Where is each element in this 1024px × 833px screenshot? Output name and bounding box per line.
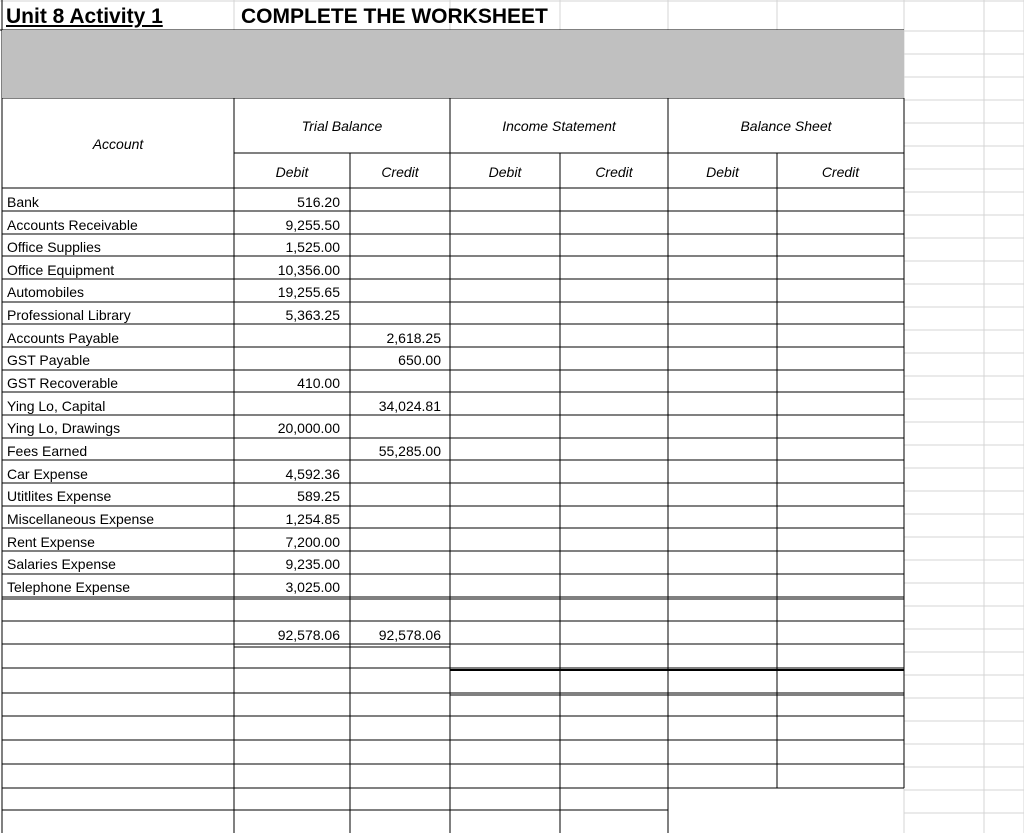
account-cell[interactable]: Telephone Expense	[7, 579, 130, 595]
account-cell[interactable]: Bank	[7, 194, 39, 210]
credit-cell[interactable]: 2,618.25	[386, 330, 441, 346]
header-band	[2, 30, 904, 98]
header-balance-sheet[interactable]: Balance Sheet	[740, 118, 832, 134]
debit-cell[interactable]: 1,525.00	[285, 239, 340, 255]
account-cell[interactable]: Miscellaneous Expense	[7, 511, 155, 527]
credit-cell[interactable]: 55,285.00	[378, 443, 441, 459]
header-account[interactable]: Account	[92, 136, 144, 152]
account-cell[interactable]: Salaries Expense	[7, 556, 116, 572]
header-is-debit[interactable]: Debit	[488, 164, 522, 180]
debit-cell[interactable]: 9,255.50	[285, 217, 340, 233]
account-cell[interactable]: Office Equipment	[7, 262, 115, 278]
total-debit[interactable]: 92,578.06	[277, 627, 340, 643]
account-cell[interactable]: Accounts Payable	[7, 330, 120, 346]
credit-cell[interactable]: 34,024.81	[378, 398, 441, 414]
account-cell[interactable]: Professional Library	[7, 307, 131, 323]
debit-cell[interactable]: 20,000.00	[277, 420, 340, 436]
debit-cell[interactable]: 5,363.25	[285, 307, 340, 323]
account-cell[interactable]: Ying Lo, Drawings	[7, 420, 121, 436]
header-trial-balance[interactable]: Trial Balance	[301, 118, 383, 134]
account-cell[interactable]: Car Expense	[7, 466, 88, 482]
sheet-subtitle[interactable]: COMPLETE THE WORKSHEET	[241, 5, 548, 28]
account-cell[interactable]: Utitlites Expense	[7, 488, 112, 504]
debit-cell[interactable]: 7,200.00	[285, 534, 340, 550]
header-tb-debit[interactable]: Debit	[275, 164, 309, 180]
account-cell[interactable]: GST Payable	[7, 352, 91, 368]
debit-cell[interactable]: 589.25	[297, 488, 340, 504]
sheet-title[interactable]: Unit 8 Activity 1	[6, 5, 163, 28]
account-cell[interactable]: Automobiles	[7, 284, 85, 300]
account-cell[interactable]: Ying Lo, Capital	[7, 398, 106, 414]
debit-cell[interactable]: 516.20	[297, 194, 340, 210]
header-is-credit[interactable]: Credit	[595, 164, 633, 180]
header-bs-debit[interactable]: Debit	[706, 164, 739, 180]
debit-cell[interactable]: 1,254.85	[285, 511, 340, 527]
account-cell[interactable]: Rent Expense	[7, 534, 95, 550]
account-cell[interactable]: Office Supplies	[7, 239, 101, 255]
header-tb-credit[interactable]: Credit	[381, 164, 419, 180]
header-bs-credit[interactable]: Credit	[821, 164, 860, 180]
debit-cell[interactable]: 410.00	[297, 375, 340, 391]
account-cell[interactable]: GST Recoverable	[7, 375, 119, 391]
credit-cell[interactable]: 650.00	[398, 352, 441, 368]
header-income-statement[interactable]: Income Statement	[502, 118, 616, 134]
account-cell[interactable]: Fees Earned	[7, 443, 88, 459]
debit-cell[interactable]: 10,356.00	[277, 262, 340, 278]
debit-cell[interactable]: 3,025.00	[285, 579, 340, 595]
debit-cell[interactable]: 19,255.65	[277, 284, 340, 300]
total-credit[interactable]: 92,578.06	[378, 627, 441, 643]
account-cell[interactable]: Accounts Receivable	[7, 217, 138, 233]
debit-cell[interactable]: 9,235.00	[285, 556, 340, 572]
debit-cell[interactable]: 4,592.36	[285, 466, 340, 482]
